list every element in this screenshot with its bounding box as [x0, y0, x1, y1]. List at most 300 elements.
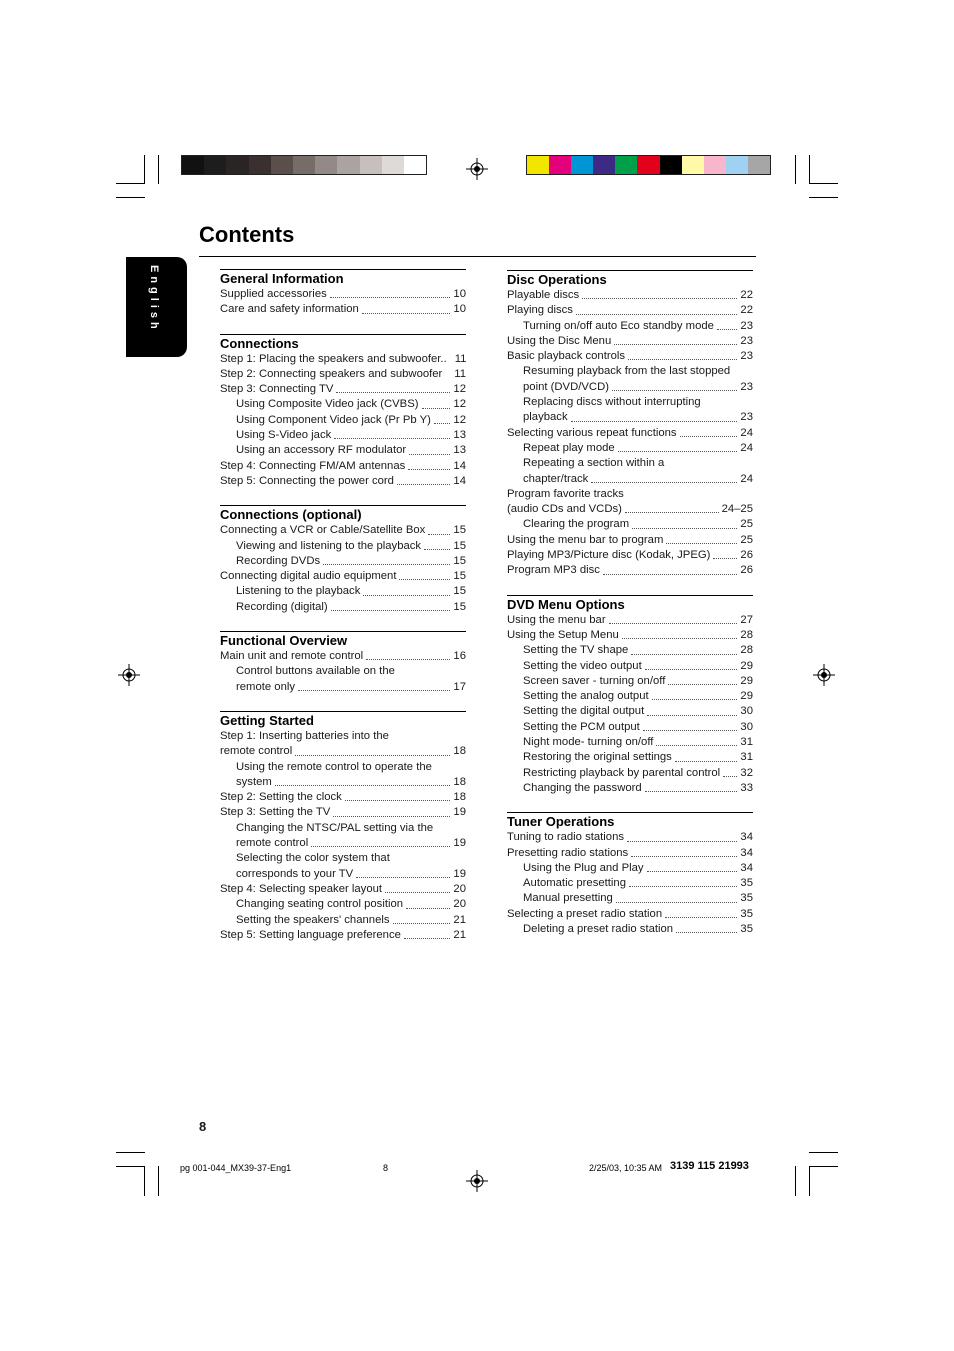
- dot-leader: [356, 877, 450, 878]
- toc-entry: [507, 766, 753, 781]
- toc-page-number: 25: [740, 518, 753, 531]
- toc-entry: [220, 382, 466, 397]
- toc-entry: [220, 523, 466, 538]
- toc-page-number: 34: [740, 831, 753, 844]
- toc-entry: [220, 928, 466, 943]
- crop-mark: [809, 155, 810, 184]
- toc-page-number: 12: [453, 383, 466, 396]
- dot-leader: [330, 297, 451, 298]
- toc-page-number: 31: [740, 751, 753, 764]
- toc-page-number: 27: [740, 613, 753, 626]
- toc-section: [220, 711, 466, 943]
- dot-leader: [334, 438, 450, 439]
- toc-page-number: 20: [453, 898, 466, 911]
- toc-entry: [220, 302, 466, 317]
- color-swatch: [593, 156, 615, 174]
- toc-page-number: 11: [454, 352, 467, 365]
- toc-page-number: 23: [740, 411, 753, 424]
- dot-leader: [631, 856, 737, 857]
- toc-entry: [220, 775, 466, 790]
- toc-page-number: 23: [740, 319, 753, 332]
- toc-page-number: 30: [740, 720, 753, 733]
- toc-entry-title: Playing MP3/Picture disc (Kodak, JPEG): [507, 549, 711, 562]
- toc-section: [220, 631, 466, 695]
- color-swatch: [360, 156, 382, 174]
- toc-entry-line: Resuming playback from the last stopped: [523, 365, 731, 378]
- crop-mark: [116, 197, 145, 198]
- toc-entry: [507, 517, 753, 532]
- toc-entry: [220, 459, 466, 474]
- toc-entry-title: Setting the analog output: [523, 690, 649, 703]
- toc-entry-title: Manual presetting: [523, 892, 613, 905]
- toc-entry: [220, 744, 466, 759]
- toc-entry-title: Deleting a preset radio station: [523, 922, 674, 935]
- toc-page-number: 28: [740, 628, 753, 641]
- toc-entry-title: Playing discs: [507, 304, 573, 317]
- toc-entry-title: Night mode- turning on/off: [523, 736, 654, 749]
- toc-entry: [507, 334, 753, 349]
- toc-entry: [220, 867, 466, 882]
- color-swatch: [660, 156, 682, 174]
- toc-page-number: 19: [453, 837, 466, 850]
- toc-page-number: 34: [740, 846, 753, 859]
- toc-page-number: 35: [740, 922, 753, 935]
- toc-entry-title: Step 4: Selecting speaker layout: [220, 882, 383, 895]
- toc-page-number: 15: [453, 585, 466, 598]
- dot-leader: [571, 421, 738, 422]
- footer-code: 3139 115 21993: [670, 1160, 749, 1172]
- toc-entry: [507, 704, 753, 719]
- toc-entry: [507, 319, 753, 334]
- dot-leader: [652, 699, 738, 700]
- toc-entry: [220, 367, 466, 382]
- toc-entry: [507, 891, 753, 906]
- crop-mark: [795, 1166, 796, 1196]
- color-swatch: [293, 156, 315, 174]
- toc-entry-title: Tuning to radio stations: [507, 831, 625, 844]
- toc-entry-title: Repeat play mode: [523, 441, 615, 454]
- toc-entry-line: Step 1: Inserting batteries into the: [220, 729, 389, 742]
- toc-entry-title: remote only: [236, 680, 296, 693]
- toc-entry-title: Using the Plug and Play: [523, 861, 644, 874]
- toc-entry-title: Turning on/off auto Eco standby mode: [523, 319, 714, 332]
- toc-page-number: 30: [740, 705, 753, 718]
- toc-page-number: 35: [740, 907, 753, 920]
- registration-mark-icon: [466, 1170, 488, 1192]
- registration-mark-icon: [813, 664, 835, 686]
- dot-leader: [666, 543, 737, 544]
- crop-mark: [116, 183, 145, 184]
- color-swatch: [549, 156, 571, 174]
- toc-page-number: 25: [740, 533, 753, 546]
- toc-entry-title: Changing the password: [523, 781, 642, 794]
- color-swatch: [226, 156, 248, 174]
- crop-mark: [116, 1152, 145, 1153]
- crop-mark: [144, 1166, 145, 1196]
- crop-mark: [158, 1166, 159, 1196]
- toc-entry: [507, 563, 753, 578]
- toc-entry: [507, 735, 753, 750]
- toc-entry: [507, 643, 753, 658]
- dot-leader: [631, 654, 737, 655]
- dot-leader: [628, 359, 737, 360]
- toc-page-number: 13: [453, 444, 466, 457]
- dot-leader: [406, 908, 450, 909]
- crop-mark: [809, 197, 838, 198]
- dot-leader: [336, 392, 450, 393]
- dot-leader: [647, 715, 737, 716]
- toc-entry-title: Setting the video output: [523, 659, 642, 672]
- dot-leader: [647, 871, 738, 872]
- toc-entry-title: playback: [523, 411, 568, 424]
- dot-leader: [665, 917, 737, 918]
- toc-entry-line: Control buttons available on the: [236, 665, 395, 678]
- toc-page-number: 23: [740, 380, 753, 393]
- footer-sheet: 8: [383, 1163, 389, 1173]
- toc-entry: [220, 805, 466, 820]
- toc-entry: [220, 790, 466, 805]
- toc-page-number: 24: [740, 441, 753, 454]
- toc-page-number: 15: [453, 524, 466, 537]
- toc-entry-title: Restoring the original settings: [523, 751, 672, 764]
- toc-page-number: 15: [453, 600, 466, 613]
- dot-leader: [295, 755, 450, 756]
- dot-leader: [622, 638, 738, 639]
- toc-entry-title: Program MP3 disc: [507, 564, 600, 577]
- toc-section: [507, 595, 753, 797]
- toc-page-number: 31: [740, 736, 753, 749]
- toc-entry-title: Care and safety information: [220, 303, 359, 316]
- toc-page-number: 23: [740, 350, 753, 363]
- toc-page-number: 15: [453, 539, 466, 552]
- crop-mark: [809, 1152, 838, 1153]
- toc-page-number: 29: [740, 674, 753, 687]
- toc-entry: [220, 554, 466, 569]
- footer-datetime: 2/25/03, 10:35 AM: [589, 1163, 663, 1173]
- toc-page-number: 12: [453, 413, 466, 426]
- color-swatch: [726, 156, 748, 174]
- toc-entry-title: Step 2: Setting the clock: [220, 791, 342, 804]
- toc-entry-title: Selecting a preset radio station: [507, 907, 663, 920]
- dot-leader: [385, 892, 450, 893]
- dot-leader: [298, 690, 450, 691]
- toc-section: [507, 812, 753, 937]
- toc-page-number: 22: [740, 304, 753, 317]
- dot-leader: [717, 329, 738, 330]
- toc-entry: [507, 472, 753, 487]
- toc-page-number: 29: [740, 659, 753, 672]
- toc-page-number: 15: [453, 554, 466, 567]
- toc-entry-title: Using the menu bar to program: [507, 533, 664, 546]
- toc-entry: [507, 720, 753, 735]
- toc-entry-title: chapter/track: [523, 472, 589, 485]
- dot-leader: [625, 512, 719, 513]
- toc-section: [220, 334, 466, 490]
- toc-entry-title: Step 3: Connecting TV: [220, 383, 334, 396]
- toc-entry: [507, 349, 753, 364]
- toc-entry: [220, 397, 466, 412]
- toc-entry-title: Presetting radio stations: [507, 846, 629, 859]
- toc-entry: [507, 628, 753, 643]
- toc-entry-title: Supplied accessories: [220, 288, 327, 300]
- dot-leader: [393, 923, 451, 924]
- toc-entry-line: Program favorite tracks: [507, 487, 624, 500]
- toc-entry-title: system: [236, 775, 272, 788]
- toc-entry: [507, 781, 753, 796]
- toc-page-number: 23: [740, 334, 753, 347]
- toc-entry: [220, 352, 466, 367]
- toc-entry-title: Using the Disc Menu: [507, 334, 612, 347]
- color-swatch: [249, 156, 271, 174]
- dot-leader: [609, 623, 738, 624]
- toc-entry-title: Clearing the program: [523, 518, 630, 531]
- dot-leader: [676, 932, 737, 933]
- toc-right-column: [507, 270, 753, 953]
- toc-entry-title: Viewing and listening to the playback: [236, 539, 422, 552]
- color-swatch: [637, 156, 659, 174]
- dot-leader: [362, 313, 451, 314]
- toc-entry-title: Recording (digital): [236, 600, 328, 613]
- toc-entry-title: remote control: [236, 837, 309, 850]
- toc-entry-title: Playable discs: [507, 289, 580, 301]
- toc-entry-title: Step 5: Setting language preference: [220, 928, 401, 941]
- dot-leader: [645, 791, 738, 792]
- crop-mark: [809, 1166, 838, 1167]
- color-swatch: [404, 156, 426, 174]
- dot-leader: [656, 745, 737, 746]
- toc-page-number: 14: [453, 474, 466, 487]
- grayscale-swatch-bar: [181, 155, 427, 175]
- toc-entry: [507, 441, 753, 456]
- crop-mark: [116, 1166, 145, 1167]
- toc-entry: [507, 750, 753, 765]
- dot-leader: [424, 549, 450, 550]
- toc-entry-title: Using Composite Video jack (CVBS): [236, 398, 419, 411]
- dot-leader: [582, 298, 737, 299]
- toc-page-number: 34: [740, 861, 753, 874]
- toc-entry-title: Recording DVDs: [236, 554, 321, 567]
- toc-entry-title: Connecting digital audio equipment: [220, 570, 397, 583]
- toc-left-column: [220, 269, 466, 959]
- toc-page-number: 19: [453, 806, 466, 819]
- toc-entry-title: Connecting a VCR or Cable/Satellite Box: [220, 524, 426, 537]
- toc-entry-title: Automatic presetting: [523, 877, 626, 890]
- dot-leader: [428, 534, 450, 535]
- dot-leader: [629, 886, 737, 887]
- toc-page-number: 28: [740, 644, 753, 657]
- color-swatch: [182, 156, 204, 174]
- toc-entry-title: Step 4: Connecting FM/AM antennas: [220, 459, 406, 472]
- toc-entry-line: Using the remote control to operate the: [236, 760, 432, 773]
- registration-mark-icon: [118, 664, 140, 686]
- color-swatch: [315, 156, 337, 174]
- section-heading: DVD Menu Options: [507, 595, 753, 613]
- footer-file: pg 001-044_MX39-37-Eng1: [180, 1163, 292, 1173]
- dot-leader: [616, 902, 738, 903]
- toc-page-number: 24–25: [721, 503, 753, 516]
- toc-entry: [220, 649, 466, 664]
- toc-page-number: 35: [740, 892, 753, 905]
- toc-entry-title: Setting the PCM output: [523, 720, 640, 733]
- color-swatch: [337, 156, 359, 174]
- toc-entry: [507, 533, 753, 548]
- toc-entry: [507, 303, 753, 318]
- toc-page-number: 26: [740, 549, 753, 562]
- toc-entry: [507, 922, 753, 937]
- dot-leader: [614, 344, 737, 345]
- toc-section: [220, 505, 466, 615]
- toc-entry-title: Step 3: Setting the TV: [220, 806, 331, 819]
- toc-page-number: 32: [740, 766, 753, 779]
- dot-leader: [645, 669, 738, 670]
- toc-entry-title: Using the menu bar: [507, 613, 606, 626]
- toc-entry-title: corresponds to your TV: [236, 867, 354, 880]
- toc-entry-title: Setting the digital output: [523, 705, 645, 718]
- dot-leader: [434, 423, 451, 424]
- dot-leader: [275, 785, 451, 786]
- toc-entry-title: Using an accessory RF modulator: [236, 444, 407, 457]
- dot-leader: [323, 564, 450, 565]
- toc-entry: [507, 426, 753, 441]
- toc-entry-title: Selecting various repeat functions: [507, 426, 677, 439]
- toc-page-number: 16: [453, 650, 466, 663]
- dot-leader: [713, 558, 737, 559]
- toc-page-number: 35: [740, 877, 753, 890]
- toc-page-number: 24: [740, 472, 753, 485]
- color-swatch: [382, 156, 404, 174]
- toc-entry-title: Using S-Video jack: [236, 429, 332, 442]
- toc-section: [507, 270, 753, 579]
- dot-leader: [399, 579, 450, 580]
- dot-leader: [603, 574, 738, 575]
- toc-page-number: 10: [453, 303, 466, 316]
- dot-leader: [612, 390, 737, 391]
- toc-entry: [507, 548, 753, 563]
- toc-entry: [507, 674, 753, 689]
- toc-entry: [220, 474, 466, 489]
- toc-entry: [507, 659, 753, 674]
- dot-leader: [680, 436, 738, 437]
- language-tab: [126, 257, 187, 357]
- toc-page-number: 12: [453, 398, 466, 411]
- toc-entry: [220, 539, 466, 554]
- crop-mark: [809, 1166, 810, 1196]
- crop-mark: [795, 155, 796, 184]
- toc-entry-title: point (DVD/VCD): [523, 380, 610, 393]
- color-swatch: [704, 156, 726, 174]
- dot-leader: [627, 841, 737, 842]
- page-number: 8: [199, 1119, 207, 1134]
- toc-page-number: 21: [453, 928, 466, 941]
- color-swatch-bar: [526, 155, 771, 175]
- dot-leader: [363, 595, 450, 596]
- color-swatch: [271, 156, 293, 174]
- toc-entry: [507, 613, 753, 628]
- dot-leader: [333, 816, 450, 817]
- dot-leader: [311, 846, 450, 847]
- section-heading: General Information: [220, 269, 466, 287]
- toc-page-number: 14: [453, 459, 466, 472]
- toc-entry: [220, 584, 466, 599]
- toc-entry: [507, 288, 753, 303]
- toc-entry-title: Using the Setup Menu: [507, 628, 619, 641]
- toc-entry: [507, 907, 753, 922]
- crop-mark: [158, 155, 159, 184]
- color-swatch: [527, 156, 549, 174]
- dot-leader: [331, 610, 451, 611]
- toc-entry-title: Step 2: Connecting speakers and subwoofer: [220, 367, 443, 380]
- toc-page-number: 10: [453, 288, 466, 300]
- toc-page-number: 17: [453, 680, 466, 693]
- toc-entry-title: (audio CDs and VCDs): [507, 503, 622, 516]
- toc-entry: [507, 502, 753, 517]
- section-heading: Connections: [220, 334, 466, 352]
- toc-entry: [220, 443, 466, 458]
- toc-entry: [220, 413, 466, 428]
- toc-entry: [507, 861, 753, 876]
- toc-entry: [220, 569, 466, 584]
- toc-entry-line: Changing the NTSC/PAL setting via the: [236, 821, 434, 834]
- section-heading: Disc Operations: [507, 270, 753, 288]
- toc-entry: [220, 836, 466, 851]
- dot-leader: [409, 454, 450, 455]
- toc-page-number: 11: [454, 367, 466, 380]
- toc-entry-title: Setting the speakers' channels: [236, 913, 390, 926]
- dot-leader: [632, 528, 737, 529]
- toc-entry: [220, 882, 466, 897]
- dot-leader: [643, 730, 738, 731]
- toc-entry: [507, 846, 753, 861]
- toc-entry: [220, 680, 466, 695]
- color-swatch: [615, 156, 637, 174]
- toc-entry-title: Step 5: Connecting the power cord: [220, 474, 394, 487]
- dot-leader: [397, 484, 450, 485]
- toc-page-number: 15: [453, 570, 466, 583]
- dot-leader: [366, 659, 450, 660]
- toc-entry: [220, 600, 466, 615]
- color-swatch: [571, 156, 593, 174]
- toc-entry-line: Replacing discs without interrupting: [523, 396, 701, 409]
- section-heading: Connections (optional): [220, 505, 466, 523]
- dot-leader: [404, 938, 451, 939]
- dot-leader: [591, 482, 737, 483]
- toc-page-number: 33: [740, 781, 753, 794]
- toc-entry: [220, 897, 466, 912]
- color-swatch: [748, 156, 770, 174]
- toc-entry: [507, 380, 753, 395]
- toc-entry-title: Restricting playback by parental control: [523, 766, 721, 779]
- toc-entry-title: Screen saver - turning on/off: [523, 674, 666, 687]
- crop-mark: [144, 155, 145, 184]
- toc-entry: [220, 287, 466, 302]
- toc-entry-title: Basic playback controls: [507, 350, 626, 363]
- toc-section: [220, 269, 466, 318]
- toc-entry-title: Step 1: Placing the speakers and subwoofer..: [220, 352, 447, 365]
- dot-leader: [576, 314, 737, 315]
- toc-entry-line: Repeating a section within a: [523, 457, 665, 470]
- section-heading: Tuner Operations: [507, 812, 753, 830]
- title-rule: [199, 256, 756, 257]
- language-tab-label: English: [148, 265, 160, 333]
- toc-entry-title: remote control: [220, 745, 293, 758]
- toc-entry-title: Listening to the playback: [236, 585, 361, 598]
- toc-page-number: 22: [740, 289, 753, 301]
- page-title: Contents: [199, 222, 295, 247]
- toc-entry: [507, 830, 753, 845]
- dot-leader: [618, 451, 738, 452]
- dot-leader: [723, 776, 737, 777]
- toc-entry: [220, 428, 466, 443]
